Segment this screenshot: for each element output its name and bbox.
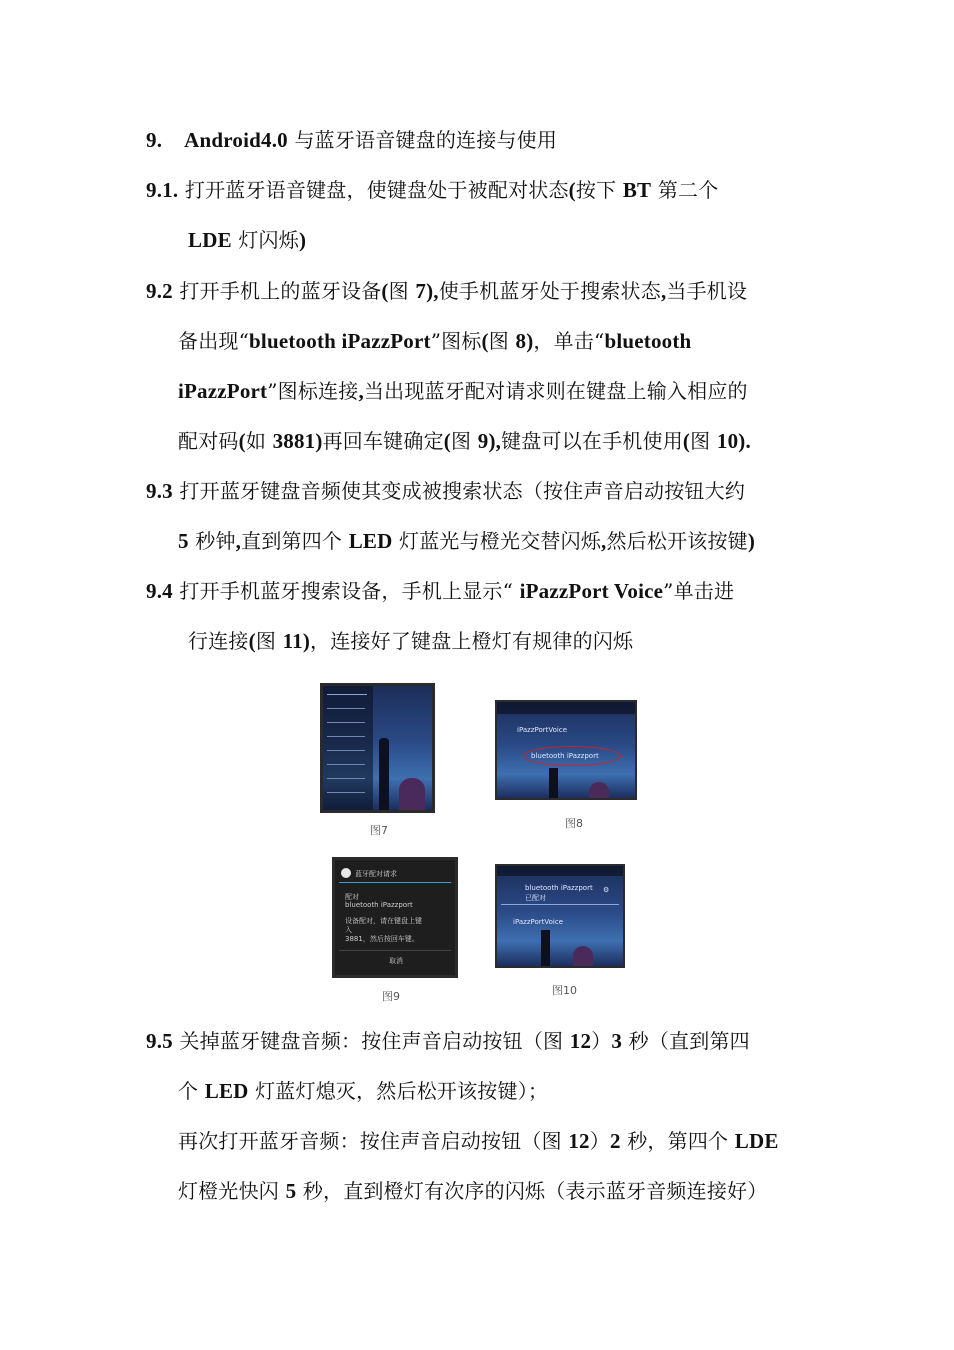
menu-divider [327, 708, 365, 709]
text: ） [591, 1029, 612, 1053]
step-number: 9.3 [146, 479, 173, 503]
text: 直到第四个 [241, 529, 349, 553]
text: 打开蓝牙键盘音频使其变成被搜索状态（按住声音启动按钮大约 [172, 479, 746, 503]
text: 秒，直到橙灯有次序的闪烁（表示蓝牙音频连接好） [296, 1179, 768, 1203]
text: ( [238, 429, 246, 453]
text: iPazzPort [178, 379, 268, 403]
paragraph-9-3-line-1 [146, 477, 745, 505]
device-item-bluetooth: bluetooth iPazzport [531, 752, 599, 760]
figure-9-caption: 图9 [382, 990, 400, 1003]
paragraph-9-4-line-2 [188, 627, 633, 655]
text: ”图标连接 [267, 379, 359, 403]
status-bar [497, 702, 635, 714]
step-number: 9.5 [146, 1029, 173, 1053]
menu-divider [327, 764, 365, 765]
dialog-title: 蓝牙配对请求 [355, 870, 397, 878]
text: 如 [245, 429, 273, 453]
paragraph-9-5-line-2 [178, 1077, 548, 1105]
paragraph-9-5-line-1 [146, 1027, 750, 1055]
paragraph-9-2-line-3 [178, 377, 748, 405]
text: , [660, 279, 667, 303]
cancel-button[interactable]: 取消 [389, 957, 403, 965]
device-name: bluetooth iPazzport [345, 901, 413, 909]
paragraph-9-5-line-4 [178, 1177, 767, 1205]
text: 图 [450, 429, 478, 453]
text: LED [204, 1079, 249, 1103]
text: 图 [488, 329, 516, 353]
text: iPazzPort Voice [519, 579, 664, 603]
text: ( [682, 429, 691, 453]
highlight-ellipse [523, 746, 621, 766]
figure-silhouette [399, 778, 425, 810]
paragraph-9-2-line-1 [146, 277, 747, 305]
text: 备出现“ [178, 329, 250, 353]
text: 9), [477, 429, 502, 453]
text: 再回车键确定 [322, 429, 444, 453]
text: ”图标 [430, 329, 482, 353]
text: 灯蓝光与橙光交替闪烁 [392, 529, 602, 553]
menu-divider [327, 722, 365, 723]
text: LED [348, 529, 393, 553]
text: 再次打开蓝牙音频：按住声音启动按钮（图 [178, 1129, 569, 1153]
text: 图 [255, 629, 283, 653]
figure-8-screenshot [495, 700, 637, 800]
text: ( [568, 178, 576, 202]
text: ) [747, 529, 756, 553]
text: ) [298, 228, 307, 252]
text: 然后松开该按键 [606, 529, 748, 553]
text: , [358, 379, 364, 403]
text: ( [443, 429, 451, 453]
text: bluetooth iPazzPort [249, 329, 431, 353]
text: 按下 [575, 178, 623, 202]
text: ，连接好了键盘上橙灯有规律的闪烁 [310, 629, 634, 653]
text: 8) [515, 329, 534, 353]
text: 3881) [272, 429, 323, 453]
text: ，单击“ [533, 329, 605, 353]
text: 配对码 [178, 429, 239, 453]
device-item-voice: iPazzPortVoice [513, 918, 563, 926]
dialog-divider [339, 950, 451, 951]
figure-10-screenshot [495, 864, 625, 968]
text: 秒（直到第四 [622, 1029, 750, 1053]
pair-message: 设备配对，请在键盘上键 [345, 917, 422, 925]
text: 10). [716, 429, 751, 453]
menu-divider [327, 750, 365, 751]
text: bluetooth [604, 329, 692, 353]
figure-7-screenshot [320, 683, 435, 813]
status-bar [497, 866, 623, 876]
step-number: 9.1. [146, 178, 179, 202]
text: 当出现蓝牙配对请求则在键盘上输入相应的 [363, 379, 748, 403]
pair-label: 配对 [345, 893, 359, 901]
text: BT [622, 178, 652, 202]
text: 关掉蓝牙键盘音频：按住声音启动按钮（图 [172, 1029, 570, 1053]
section-9-heading [146, 126, 557, 154]
text: 打开手机上的蓝牙设备 [172, 279, 382, 303]
text: 图 [388, 279, 416, 303]
text: ） [589, 1129, 610, 1153]
device-item-voice: iPazzPortVoice [517, 726, 567, 734]
text: 打开蓝牙语音键盘，使键盘处于被配对状态 [178, 178, 569, 202]
text: , [601, 529, 607, 553]
text: 秒，第四个 [620, 1129, 735, 1153]
text: 第二个 [651, 178, 719, 202]
figure-silhouette [379, 738, 389, 810]
heading-text: 与蓝牙语音键盘的连接与使用 [287, 128, 558, 152]
text: 7), [415, 279, 439, 303]
text: 灯闪烁 [231, 228, 299, 252]
text: 12 [569, 1029, 592, 1053]
text: 秒钟 [188, 529, 236, 553]
text: 5 [285, 1179, 297, 1203]
text: ”单击进 [663, 579, 735, 603]
paragraph-9-3-line-2 [178, 527, 755, 555]
figure-silhouette [541, 930, 550, 966]
heading-bold: Android4.0 [184, 128, 288, 152]
menu-divider [327, 694, 367, 695]
text: ( [248, 629, 256, 653]
text: LDE [734, 1129, 779, 1153]
step-number: 9.4 [146, 579, 173, 603]
text: ( [481, 329, 489, 353]
dialog-divider [339, 882, 451, 883]
figure-silhouette [573, 946, 593, 966]
settings-icon: ⚙ [603, 886, 610, 894]
figure-7-caption: 图7 [370, 824, 388, 837]
paragraph-9-2-line-2 [178, 327, 691, 355]
text: ( [381, 279, 389, 303]
menu-divider [327, 736, 365, 737]
paired-device: bluetooth iPazzport [525, 884, 593, 892]
paragraph-9-1-line-2 [188, 226, 306, 254]
paragraph-9-4-line-1 [146, 577, 734, 605]
text: 个 [178, 1079, 205, 1103]
menu-divider [327, 778, 365, 779]
info-icon [341, 868, 351, 878]
paragraph-9-5-line-3 [178, 1127, 779, 1155]
paragraph-9-2-line-4 [178, 427, 751, 455]
text: 行连接 [188, 629, 249, 653]
text: 灯蓝灯熄灭，然后松开该按键）； [248, 1079, 549, 1103]
text: 当手机设 [666, 279, 748, 303]
step-number: 9.2 [146, 279, 173, 303]
figure-10-caption: 图10 [552, 984, 577, 997]
text: 2 [609, 1129, 621, 1153]
pair-message: 入 [345, 926, 352, 934]
text: 5 [178, 529, 189, 553]
text: 使手机蓝牙处于搜索状态 [438, 279, 661, 303]
figure-silhouette [549, 768, 558, 800]
menu-divider [327, 792, 365, 793]
text: 灯橙光快闪 [178, 1179, 286, 1203]
paired-status: 已配对 [525, 894, 546, 902]
section-number: 9. [146, 128, 163, 152]
text: LDE [188, 228, 232, 252]
paragraph-9-1-line-1 [146, 176, 718, 204]
pair-message: 3881，然后按回车键。 [345, 935, 419, 943]
text: 键盘可以在手机使用 [501, 429, 683, 453]
list-divider [501, 904, 619, 905]
text: 打开手机蓝牙搜索设备，手机上显示“ [172, 579, 520, 603]
text: , [235, 529, 242, 553]
text: 图 [690, 429, 717, 453]
text: 12 [568, 1129, 590, 1153]
text: 3 [611, 1029, 623, 1053]
figure-silhouette [589, 782, 609, 800]
figure-8-caption: 图8 [565, 817, 583, 830]
figure-9-screenshot [332, 857, 458, 978]
text: 11) [282, 629, 311, 653]
